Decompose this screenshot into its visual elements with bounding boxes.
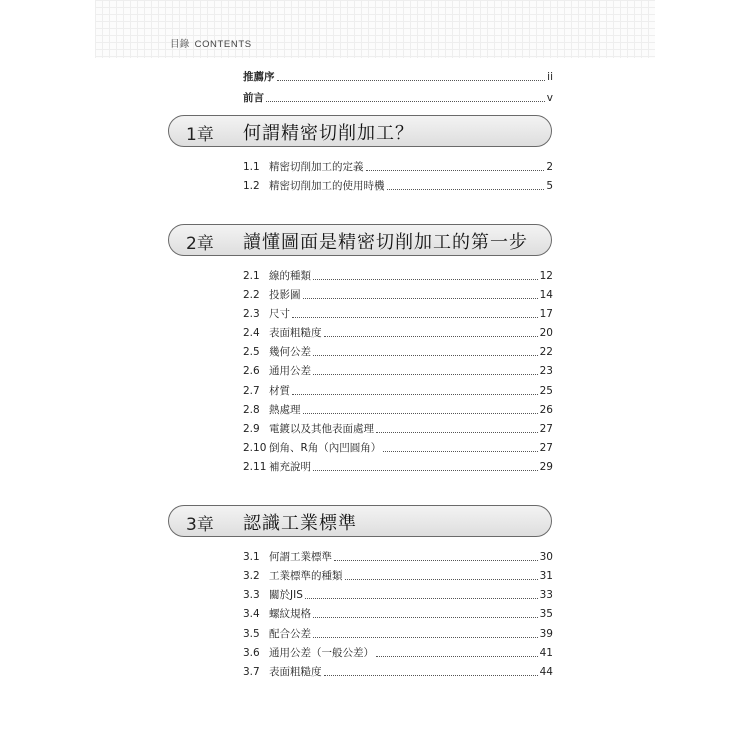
toc-entry-page: 44 [539, 666, 553, 678]
chapter-banner-1[interactable] [168, 115, 552, 147]
toc-entry-title: 投影圖 [269, 289, 301, 301]
toc-entry-2-8[interactable] [243, 403, 553, 417]
toc-entry-title: 工業標準的種類 [269, 570, 343, 582]
toc-entry-title: 精密切削加工的定義 [269, 161, 364, 173]
toc-entry-title: 電鍍以及其他表面處理 [269, 423, 374, 435]
toc-entry-page: 25 [539, 385, 553, 397]
section-number: 3.7 [243, 666, 260, 678]
toc-entry-page: 5 [546, 180, 553, 192]
section-number: 3.3 [243, 589, 260, 601]
dot-leader [345, 578, 538, 580]
section-number: 2.2 [243, 289, 260, 301]
toc-entry-page: 41 [539, 647, 553, 659]
toc-entry-title: 螺紋規格 [269, 608, 311, 620]
toc-entry-page: 23 [539, 365, 553, 377]
running-header [170, 36, 252, 50]
toc-entry-title: 配合公差 [269, 628, 311, 640]
toc-entry-title: 精密切削加工的使用時機 [269, 180, 385, 192]
dot-leader [313, 636, 538, 638]
toc-entry-title: 何謂工業標準 [269, 551, 332, 563]
section-number: 3.2 [243, 570, 260, 582]
toc-entry-2-7[interactable] [243, 384, 553, 398]
section-number: 3.6 [243, 647, 260, 659]
toc-entry-title: 倒角、R角（內凹圓角） [269, 442, 382, 454]
header-label-en: CONTENTS [194, 39, 252, 50]
section-number: 2.8 [243, 404, 260, 416]
toc-entry-title: 推薦序 [243, 71, 275, 83]
section-number: 2.3 [243, 308, 260, 320]
toc-entry-page: 30 [539, 551, 553, 563]
toc-entry-foreword[interactable] [243, 70, 553, 84]
section-number: 2.5 [243, 346, 260, 358]
dot-leader [292, 393, 538, 395]
section-number: 1.2 [243, 180, 260, 192]
section-number: 2.11 [243, 461, 267, 473]
dot-leader [387, 188, 545, 190]
chapter-title: 何謂精密切削加工？ [243, 123, 414, 144]
section-number: 2.7 [243, 385, 260, 397]
toc-entry-3-2[interactable] [243, 569, 553, 583]
dot-leader [305, 597, 538, 599]
chapter-banner-3[interactable] [168, 505, 552, 537]
toc-entry-3-7[interactable] [243, 665, 553, 679]
chapter-number: 1章 [186, 125, 214, 145]
toc-entry-page: v [546, 92, 553, 104]
toc-entry-page: 2 [546, 161, 553, 173]
toc-entry-2-9[interactable] [243, 422, 553, 436]
toc-entry-3-4[interactable] [243, 607, 553, 621]
toc-entry-2-2[interactable] [243, 288, 553, 302]
dot-leader [383, 450, 537, 452]
toc-entry-page: 29 [539, 461, 553, 473]
toc-entry-title: 前言 [243, 92, 264, 104]
toc-entry-title: 表面粗糙度 [269, 327, 322, 339]
toc-entry-3-1[interactable] [243, 550, 553, 564]
toc-entry-2-3[interactable] [243, 307, 553, 321]
section-number: 2.9 [243, 423, 260, 435]
dot-leader [313, 616, 538, 618]
section-number: 3.4 [243, 608, 260, 620]
toc-entry-title: 補充說明 [269, 461, 311, 473]
dot-leader [334, 559, 538, 561]
toc-entry-title: 關於JIS [269, 589, 303, 601]
dot-leader [313, 354, 538, 356]
toc-entry-title: 線的種類 [269, 270, 311, 282]
dot-leader [277, 79, 546, 81]
section-number: 3.5 [243, 628, 260, 640]
toc-entry-title: 熱處理 [269, 404, 301, 416]
toc-entry-title: 表面粗糙度 [269, 666, 322, 678]
toc-entry-page: 39 [539, 628, 553, 640]
dot-leader [313, 278, 538, 280]
dot-leader [324, 335, 538, 337]
section-number: 2.10 [243, 442, 267, 454]
toc-entry-2-1[interactable] [243, 269, 553, 283]
dot-leader [292, 316, 538, 318]
chapter-number: 2章 [186, 234, 214, 254]
toc-entry-3-6[interactable] [243, 646, 553, 660]
toc-entry-title: 尺寸 [269, 308, 290, 320]
toc-entry-page: 22 [539, 346, 553, 358]
dot-leader [303, 297, 538, 299]
chapter-number: 3章 [186, 515, 214, 535]
section-number: 3.1 [243, 551, 260, 563]
toc-entry-2-11[interactable] [243, 460, 553, 474]
section-number: 2.1 [243, 270, 260, 282]
toc-entry-page: 31 [539, 570, 553, 582]
toc-entry-1-2[interactable] [243, 179, 553, 193]
section-number: 2.6 [243, 365, 260, 377]
toc-entry-1-1[interactable] [243, 160, 553, 174]
toc-entry-title: 通用公差 [269, 365, 311, 377]
dot-leader [376, 655, 538, 657]
toc-entry-page: 12 [539, 270, 553, 282]
dot-leader [266, 100, 545, 102]
chapter-banner-2[interactable] [168, 224, 552, 256]
toc-entry-page: 33 [539, 589, 553, 601]
toc-entry-page: 27 [539, 442, 553, 454]
toc-entry-title: 通用公差（一般公差） [269, 647, 374, 659]
dot-leader [313, 469, 538, 471]
dot-leader [324, 674, 538, 676]
toc-entry-preface[interactable] [243, 91, 553, 105]
dot-leader [366, 169, 545, 171]
toc-entry-title: 材質 [269, 385, 290, 397]
toc-entry-page: 14 [539, 289, 553, 301]
chapter-title: 讀懂圖面是精密切削加工的第一步 [243, 232, 528, 253]
toc-entry-2-5[interactable] [243, 345, 553, 359]
dot-leader [303, 412, 538, 414]
toc-entry-page: 20 [539, 327, 553, 339]
dot-leader [313, 373, 538, 375]
toc-entry-2-6[interactable] [243, 364, 553, 378]
toc-entry-2-10[interactable] [243, 441, 553, 455]
toc-entry-page: 35 [539, 608, 553, 620]
toc-entry-page: 17 [539, 308, 553, 320]
toc-entry-2-4[interactable] [243, 326, 553, 340]
toc-entry-3-3[interactable] [243, 588, 553, 602]
header-label: 目錄 [170, 39, 190, 50]
toc-entry-title: 幾何公差 [269, 346, 311, 358]
chapter-title: 認識工業標準 [243, 513, 357, 534]
dot-leader [376, 431, 538, 433]
section-number: 1.1 [243, 161, 260, 173]
toc-entry-page: ii [547, 71, 553, 83]
section-number: 2.4 [243, 327, 260, 339]
toc-entry-page: 26 [539, 404, 553, 416]
toc-entry-3-5[interactable] [243, 627, 553, 641]
toc-entry-page: 27 [539, 423, 553, 435]
